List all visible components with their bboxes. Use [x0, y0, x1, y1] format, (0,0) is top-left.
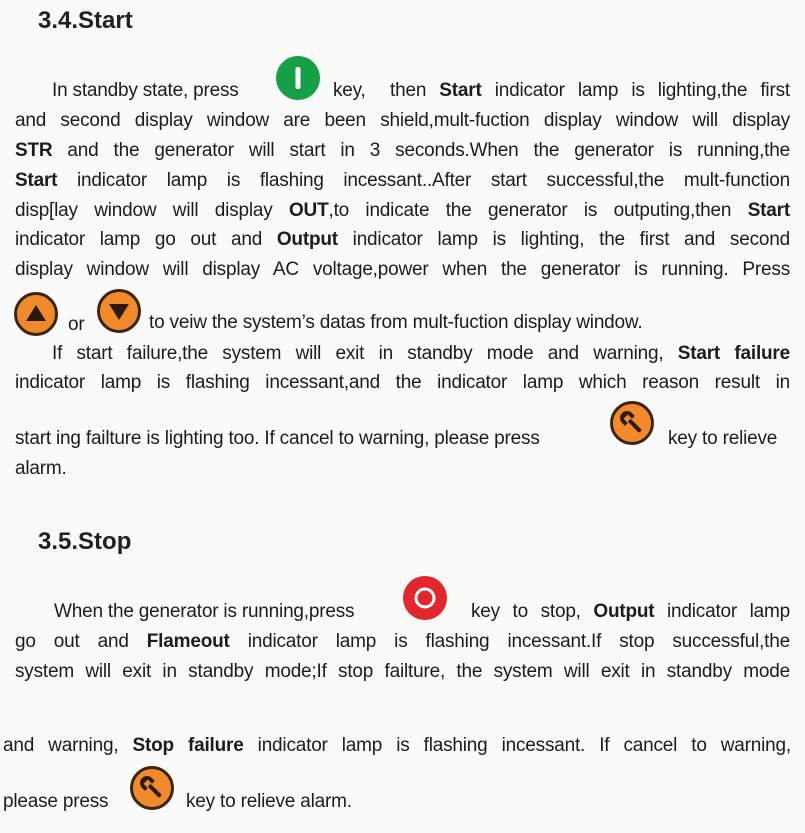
text-line: If start failure,the system will exit in standby mode and warning, Start failure: [52, 343, 790, 364]
down-arrow-key-icon: [97, 289, 141, 333]
text-line: alarm.: [15, 458, 67, 479]
text-line: system will exit in standby mode;If stop failture, the system will exit in standby mode: [15, 661, 790, 682]
up-arrow-key-icon: [14, 292, 58, 336]
text-line: disp[lay window will display OUT,to indicate the generator is outputing,then Start: [15, 200, 790, 221]
text-line: key,: [333, 80, 366, 101]
text-line: and second display window are been shield,mult-fuction display window will display: [15, 110, 790, 131]
text-line: display window will display AC voltage,power when the generator is running. Press: [15, 259, 790, 280]
section-heading-start: 3.4.Start: [38, 7, 133, 34]
text-line: please press: [3, 791, 109, 812]
text-line: go out and Flameout indicator lamp is flashing incessant.If stop successful,the: [15, 631, 790, 652]
text-line: Start indicator lamp is flashing incessant..After start successful,the mult-function: [15, 170, 790, 191]
wrench-key-icon: [130, 766, 174, 810]
text-line: key to relieve: [668, 428, 778, 449]
text-line: to veiw the system’s datas from mult-fuction display window.: [149, 312, 643, 333]
text-line: key to stop, Output indicator lamp: [471, 601, 790, 622]
text-line: indicator lamp go out and Output indicator lamp is lighting, the first and second: [15, 229, 790, 250]
stop-key-icon: [403, 576, 447, 620]
text-line: key to relieve alarm.: [186, 791, 352, 812]
wrench-key-icon: [610, 401, 654, 445]
text-line: or: [68, 314, 85, 335]
text-line: then Start indicator lamp is lighting,the first: [390, 80, 790, 101]
text-line: STR and the generator will start in 3 seconds.When the generator is running,the: [15, 140, 790, 161]
text-line: In standby state, press: [52, 80, 239, 101]
text-line: When the generator is running,press: [54, 601, 355, 622]
text-line: indicator lamp is flashing incessant,and the indicator lamp which reason result in: [15, 372, 790, 393]
start-key-icon: [276, 56, 320, 100]
text-line: and warning, Stop failure indicator lamp is flashing incessant. If cancel to warning,: [3, 735, 791, 756]
text-line: start ing failture is lighting too. If cancel to warning, please press: [15, 428, 540, 449]
section-heading-stop: 3.5.Stop: [38, 528, 132, 555]
